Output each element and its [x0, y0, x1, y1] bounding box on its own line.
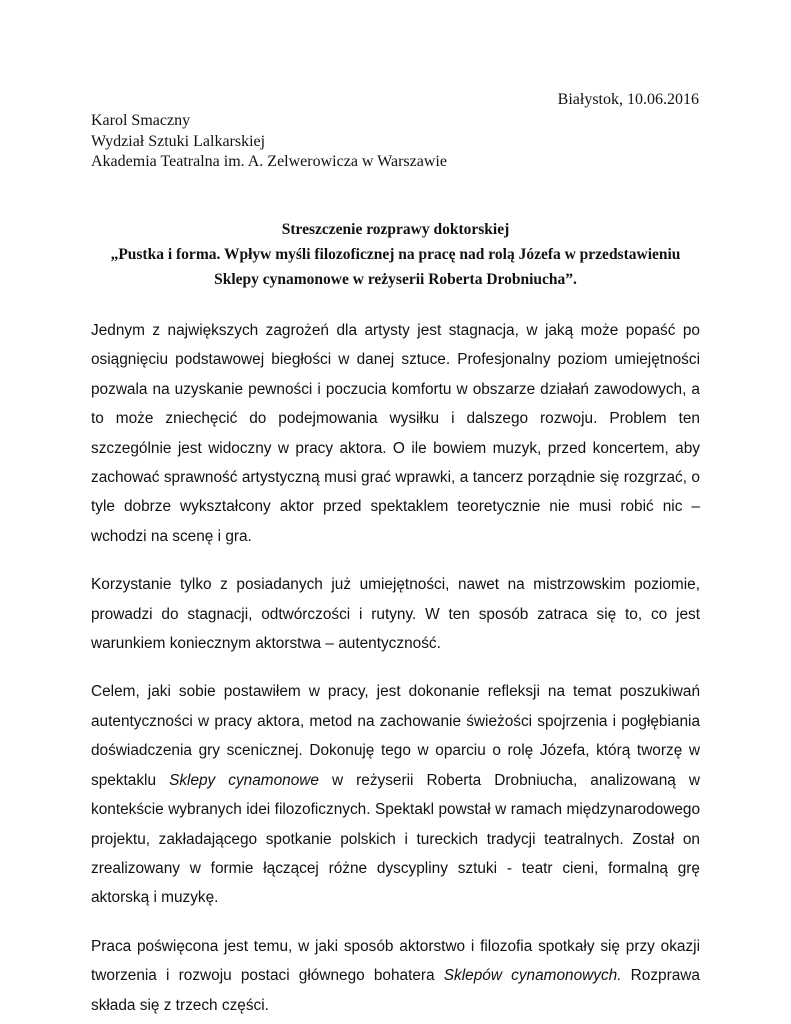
body-text — [91, 316, 700, 1020]
document-heading — [91, 217, 700, 292]
paragraph-4 — [91, 932, 700, 1020]
paragraph-3-italic-title: Sklepy cynamonowe — [169, 771, 319, 789]
paragraph-4-italic-title: Sklepów cynamonowych. — [443, 967, 622, 985]
heading-line-2: „Pustka i forma. Wpływ myśli filozoficznej na pracę nad rolą Józefa w przedstawieniu — [110, 246, 681, 263]
paragraph-3-text-a: Celem, jaki sobie postawiłem w pracy, jest dokonanie refleksji na temat poszukiwań autentyczności w pracy aktora, metod na zachowanie świeżości spojrzenia i pogłębiania doświadczenia gry scenicznej. Dokonuję tego w oparciu o rolę Józefa, którą tworzę w spektaklu — [91, 683, 700, 789]
paragraph-2: Korzystanie tylko z posiadanych już umiejętności, nawet na mistrzowskim poziomie, prowadzi do stagnacji, odtwórczości i rutyny. W ten sposób zatraca się to, co jest warunkiem koniecznym aktorstwa – autentyczność. — [91, 576, 700, 653]
paragraph-4-text-a: Praca poświęcona jest temu, w jaki sposób aktorstwo i filozofia spotkały się przy okazji tworzenia i rozwoju postaci głównego bohatera — [91, 937, 700, 985]
paragraph-3-text-b: w reżyserii Roberta Drobniucha, analizowaną w kontekście wybranych idei filozoficznych. Spektakl powstał w ramach międzynarodowego projektu, zakładającego spotkanie polskich i tureckich tradycji teatralnych. Został on zrealizowany w formie łączącej różne dyscypliny sztuki - teatr cieni, formalną grę aktorską i muzykę. — [91, 771, 701, 907]
paragraph-1: Jednym z największych zagrożeń dla artysty jest stagnacja, w jaką może popaść po osiągnięciu podstawowej biegłości w danej sztuce. Profesjonalny poziom umiejętności pozwala na uzyskanie pewności i poczucia komfortu w obszarze działań zawodowych, a to może zniechęcić do podejmowania wysiłku i dalszego rozwoju. Problem ten szczególnie jest widoczny w pracy aktora. O ile bowiem muzyk, przed koncertem, aby zachować sprawność artystyczną musi grać wprawki, a tancerz porządnie się rozgrzać, o tyle dobrze wykształcony aktor przed spektaklem teoretycznie nie musi robić nic – wchodzi na scenę i gra. — [91, 322, 700, 545]
paragraph-3 — [91, 677, 700, 912]
heading-line-3: Sklepy cynamonowe w reżyserii Roberta Drobniucha”. — [214, 271, 577, 288]
heading-line-1: Streszczenie rozprawy doktorskiej — [281, 221, 510, 238]
author-name: Karol Smaczny — [91, 112, 191, 129]
author-department: Wydział Sztuki Lalkarskiej — [91, 132, 266, 150]
place-and-date: Białystok, 10.06.2016 — [557, 91, 699, 108]
author-block — [91, 111, 447, 173]
paragraph-4-text-b: Rozprawa składa się z trzech części. — [91, 967, 700, 1014]
author-academy: Akademia Teatralna im. A. Zelwerowicza w Warszawie — [91, 153, 447, 170]
